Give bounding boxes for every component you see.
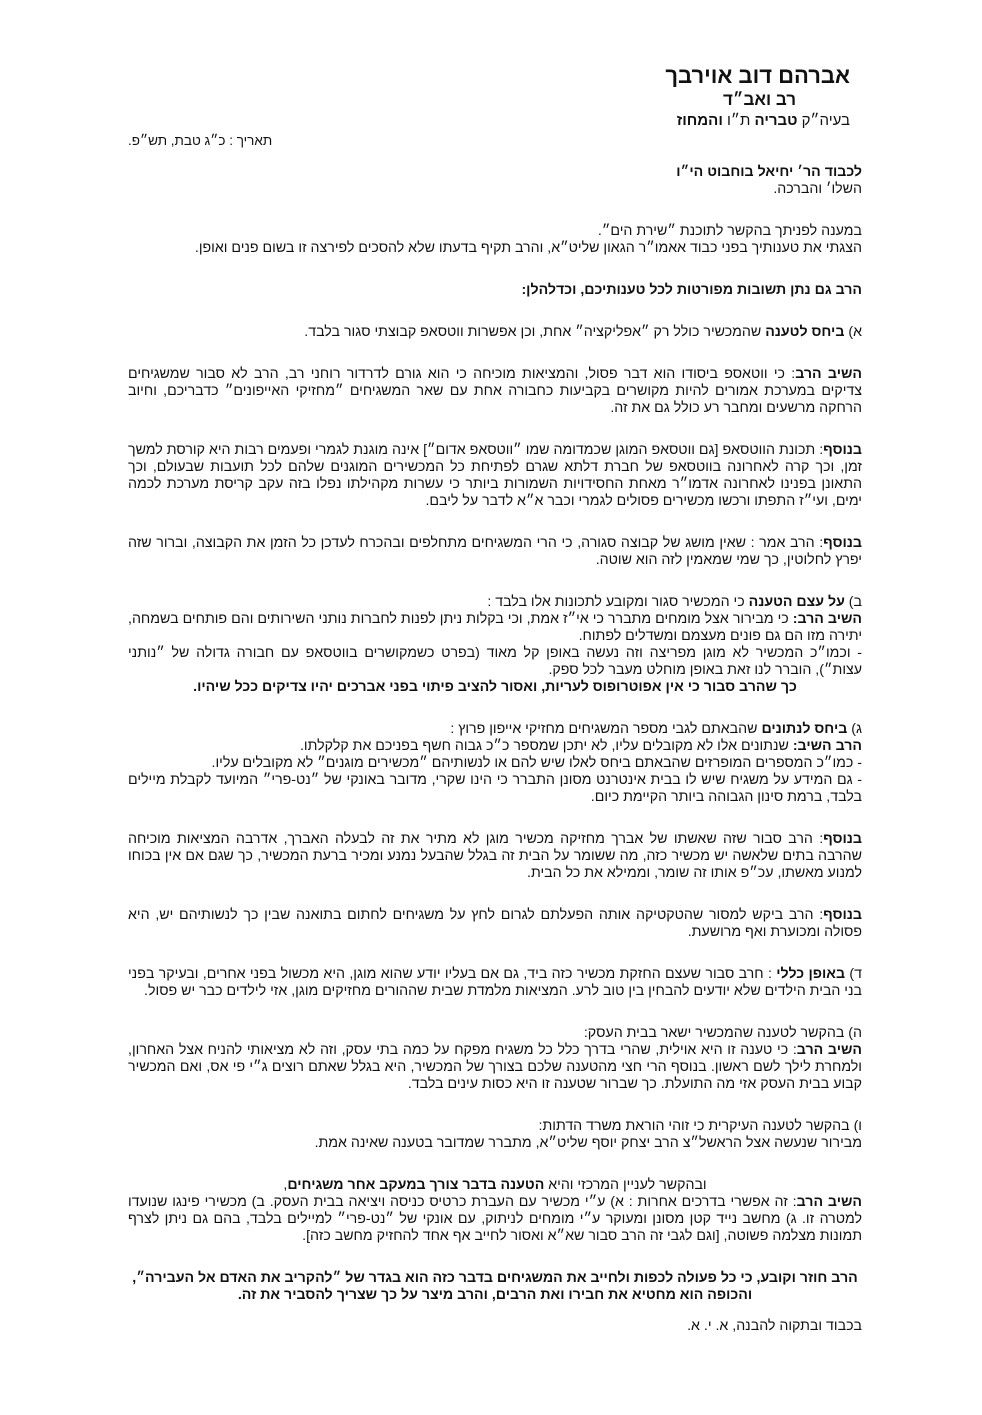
section-f-line-2: מבירור שנעשה אצל הראשל״צ הרב יצחק יוסף שליט״א, מתברר שמדובר בטענה שאינה אמת. — [314, 1135, 862, 1151]
main-issue: ובהקשר לעניין המרכזי והיא הטענה בדבר צורך במעקב אחר משגיחים, — [283, 1177, 707, 1193]
place-city: טבריה — [754, 112, 798, 129]
section-c: ג) ביחס לנתונים שהבאתם לגבי מספר המשגיחים מחזיקי אייפון פרוץ : — [450, 721, 862, 737]
letterhead-title: רב ואב״ד — [722, 90, 796, 109]
section-b-conclusion: כך שהרב סבור כי אין אפוטרופוס לעריות, ואסור להציב פיתוי בפני אברכים יהיו צדיקים ככל שיהיו. — [193, 679, 797, 695]
section-b-label: על עצם הטענה — [748, 594, 845, 610]
section-c-addition-2: בנוסף: הרב ביקש למסור שהטקטיקה אותה הפעלתם לגרום לחץ על משגיחים לחתום בתואנה שבין כך לנשותיהם יש, היא פסולה ומכוערת ואף מרושעת. — [128, 907, 862, 940]
section-a-label: ביחס לטענה — [765, 324, 845, 340]
letter-date: תאריך : כ״ג טבת, תש״פ. — [128, 133, 273, 148]
section-c-answer: הרב השיב: שנתונים אלו לא מקובלים עליו, לא יתכן שמספר כ״כ גבוה חשף בפניכם את קלקלתו. — [299, 738, 862, 754]
place-prefix: בעיה״ק — [797, 112, 850, 129]
section-b: ב) על עצם הטענה כי המכשיר סגור ומקובע לתכונות אלו בלבד : — [487, 594, 862, 610]
place-mid: ת״ו — [722, 112, 755, 129]
section-c-bullet-1: - כמו״כ המספרים המופרזים שהבאתם ביחס לאלו שיש להם או לנשותיהם ״מכשירים מוגנים״ לא מקובלים עליו. — [211, 755, 862, 771]
letter-body — [128, 164, 862, 1335]
signature: בכבוד ובתקוה להבנה, א. י. א. — [687, 1318, 862, 1334]
letterhead — [502, 62, 862, 131]
closing-statement: הרב חוזר וקובע, כי כל פעולה לכפות ולחייב את המשגיחים בדבר כזה הוא בגדר של ״להקריב את האדם אל העבירה״, והכופה הוא מחטיא את חבירו ואת הרבים, והרב מיצר על כך שצריך להסביר את זה. — [132, 1270, 858, 1303]
section-d: ד) באופן כללי : חרב סבור שעצם החזקת מכשיר כזה ביד, גם אם בעליו יודע שהוא מוגן, היא מכשול בפני אחרים, ובעיקר בפני בני הבית הילדים שלא יודעים להבחין בין טוב לרע. המציאות מלמדת שבית שההורים מחזיקים מוגן, אזי לילדים כבר יש פסול. — [128, 966, 862, 999]
section-b-answer: השיב הרב: כי מבירור אצל מומחים מתברר כי אי״ז אמת, וכי בקלות ניתן לפנות לחברות נותני השירותים והם פותחים בשמחה, יתירה מזו הם גם פונים מעצמם ומשדלים לפתוח. — [128, 611, 862, 644]
main-issue-answer: השיב הרב: זה אפשרי בדרכים אחרות : א) ע״י מכשיר עם העברת כרטיס כניסה ויציאה בבית העסק. ב) מכשירי פינגו שנועדו למטרה זו. ג) מחשב נייד קטן מסונן ומעוקר ע״י מומחים לניתוק, עם אונקי של ״נט-פרי״ למיילים בלבד, בהם גם ניתן לצרף תמונות מצלמה פשוטה, [וגם לגבי זה הרב סבור שא״א ואסור לחייב אף אחד להחזיק מחשב כזה]. — [128, 1194, 862, 1244]
letterhead-place — [502, 111, 850, 131]
recipient-greeting: השלו׳ והברכה. — [773, 181, 862, 197]
intro-line-2: הצגתי את טענותיך בפני כבוד אאמו״ר הגאון שליט״א, והרב תקיף בדעתו שלא להסכים לפירצה זו בשום פנים ואופן. — [194, 240, 862, 256]
section-d-label: באופן כללי — [776, 966, 846, 982]
section-c-bullet-2: - גם המידע על משגיח שיש לו בבית אינטרנט מסונן התברר כי הינו שקרי, מדובר באונקי של ״נט-פרי״ המיועד לקבלת מיילים בלבד, ברמת סינון הגבוהה ביותר הקיימת כיום. — [128, 772, 862, 805]
section-a-answer: השיב הרב: כי ווטאספ ביסודו הוא דבר פסול, והמציאות מוכיחה כי הוא גורם לדרדור רוחני רב, הרב לא סבור שמשגיחים צדיקים במערכת אמורים להיות מקושרים בקביעות כחבורה אחת עם שאר המשגיחים ״מחזיקי האייפונים״ כדבריכם, וחיוב הרחקה מרשעים ומחבר רע כולל גם את זה. — [128, 366, 863, 416]
section-c-addition-1: בנוסף: הרב סבור שזה שאשתו של אברך מחזיקה מכשיר מוגן לא מתיר את זה לבעלה האברך, אדרבה המציאות מוכיחה שהרבה בתים שלאשה יש מכשיר כזה, מה ששומר על הבית זה בגלל שהבעל נמנע ומכיר ברעת המכשיר, כך שגם אם אין בכוחו למנוע מאשתו, עכ״פ אותו זה שומר, וממילא את כל הבית. — [128, 831, 862, 881]
intro-line-1: במענה לפניתך בהקשר לתוכנת ״שירת הים״. — [597, 223, 862, 239]
section-f-line-1: ו) בהקשר לטענה העיקרית כי זוהי הוראת משרד הדתות: — [538, 1118, 862, 1134]
place-suffix: והמחוז — [676, 112, 723, 129]
recipient-name: לכבוד הר׳ יחיאל בוחבוט הי״ו — [676, 164, 862, 180]
main-issue-label: הטענה בדבר צורך במעקב אחר משגיחים — [287, 1177, 545, 1193]
answers-heading: הרב גם נתן תשובות מפורטות לכל טענותיכם, וכדלהלן: — [521, 282, 862, 298]
section-b-bullet: - וכמו״כ המכשיר לא מוגן מפריצה וזה נעשה באופן קל מאוד (בפרט כשמקושרים בווטסאפ עם חבורה גדולה של ״נותני עצות״), הוברר לנו זאת באופן מוחלט מעבר לכל ספק. — [128, 645, 862, 678]
section-a: א) ביחס לטענה שהמכשיר כולל רק ״אפליקציה״ אחת, וכן אפשרות ווטסאפ קבוצתי סגור בלבד. — [304, 324, 862, 340]
section-a-addition-2: בנוסף: הרב אמר : שאין מושג של קבוצה סגורה, כי הרי המשגיחים מתחלפים ובהכרח לעדכן כל הזמן את הקבוצה, וברור שזה יפרץ לחלוטין, כך שמי שמאמין לזה הוא שוטה. — [128, 535, 862, 568]
section-c-label: ביחס לנתונים — [761, 721, 848, 737]
letterhead-name: אברהם דוב אוירבך — [665, 63, 850, 88]
section-a-addition-1: בנוסף: תכונת הווטסאפ [גם ווטסאפ המוגן שכמדומה שמו ״ווטסאפ אדום״] אינה מוגנת לגמרי ופעמים רבות היא קורסת למשך זמן, וכך קרה לאחרונה בווטסאפ של חברת דלתא שגרם לפתיחת כל המכשירים המוגנים שלהם לכל תועבות שבעולם, וכך התאונן בפנינו לאחרונה אדמו״ר מאחת החסידויות השמורות ביותר כי עשרות מקהילתו נפלו בזה עקב קריסת מערכת לכמה ימים, ועי״ז התפתו ורכשו מכשירים פסולים לגמרי וכבר א״א לדבר על ליבם. — [128, 442, 862, 509]
section-e-answer: השיב הרב: כי טענה זו היא אוילית, שהרי בדרך כלל כל משגיח מפקח על כמה בתי עסק, וזה לא מציאותי להניח אצל האחרון, ולמחרת לילך לשם ראשון. בנוסף הרי חצי מהטענה שלכם בצורך של המכשיר, היא בגלל שאתם רוצים ג״י פי אס, ואם המכשיר קבוע בבית העסק אזי מה התועלת. כך שברור שטענה זו היא כסות עינים בלבד. — [128, 1042, 862, 1092]
section-e: ה) בהקשר לטענה שהמכשיר ישאר בבית העסק: — [583, 1025, 862, 1041]
